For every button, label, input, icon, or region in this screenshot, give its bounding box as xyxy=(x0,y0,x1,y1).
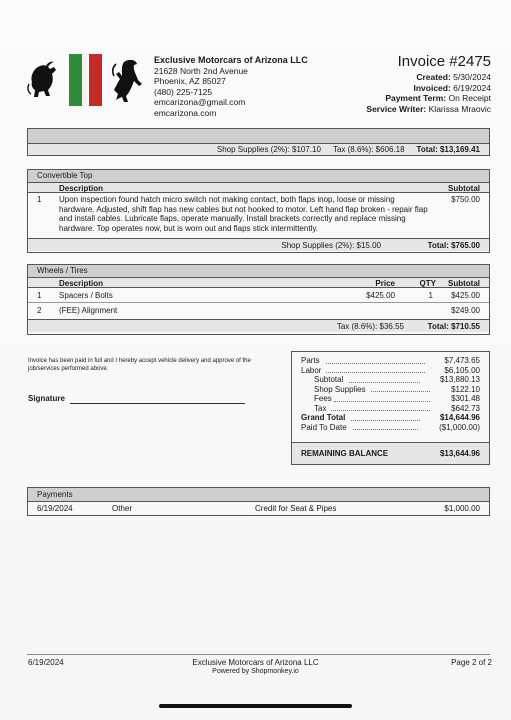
footer-date: 6/19/2024 xyxy=(28,658,64,667)
row-description: Upon inspection found hatch micro switch not making contact, both flaps inop, loose or missing hardware. Adjusted, shift flap has new cables but not hooked to motor. Left hand flap broken - repair flap and install cables. Lubricate flaps, operate manually. Install brackets correctly and replace missing hardware. Top operates now, but is worn out and flaps stick intermittently. xyxy=(59,195,428,233)
summary-totals-bar xyxy=(27,143,490,156)
company-phone: (480) 225-7125 xyxy=(154,86,213,97)
row-number: 2 xyxy=(37,306,42,315)
remaining-value: $13,644.96 xyxy=(439,449,480,458)
row-description: Spacers / Bolts xyxy=(59,291,113,300)
row-description: (FEE) Alignment xyxy=(59,306,118,315)
paid-label: Paid To Date xyxy=(301,422,347,432)
totals-fees xyxy=(301,394,480,404)
dot-leader xyxy=(371,391,430,392)
table-row xyxy=(28,502,489,516)
dot-leader xyxy=(353,429,418,430)
dot-leader xyxy=(331,410,430,411)
wheels-tires-header xyxy=(28,277,489,288)
page-footer-rule xyxy=(27,654,490,655)
acceptance-notice: Invoice has been paid in full and I hereby accept vehicle delivery and approve of the job/services performed above. xyxy=(28,358,251,372)
footer-company: Exclusive Motorcars of Arizona LLC xyxy=(192,658,319,667)
footer-powered-by: Powered by Shopmonkey.io xyxy=(212,668,299,675)
summary-shop-supplies: Shop Supplies (2%): $107.10 xyxy=(216,145,321,154)
dot-leader xyxy=(334,401,430,402)
invoiced-label: Invoiced: xyxy=(413,82,451,93)
row-number: 1 xyxy=(37,291,42,300)
paid-value: ($1,000.00) xyxy=(439,422,480,432)
dot-leader xyxy=(326,372,425,373)
company-name: Exclusive Motorcars of Arizona LLC xyxy=(154,55,308,65)
fees-value: $301.48 xyxy=(451,394,480,403)
term-label: Payment Term: xyxy=(385,93,447,103)
footer-page-number: Page 2 of 2 xyxy=(451,658,492,667)
table-row xyxy=(28,303,489,319)
col-price: Price xyxy=(375,279,395,288)
subtotal-label: Subtotal xyxy=(314,375,344,384)
grand-total-value: $14,644.96 xyxy=(439,413,480,422)
invoice-payment-term xyxy=(366,93,491,104)
col-description: Description xyxy=(59,184,104,193)
col-qty: QTY xyxy=(419,279,436,288)
convertible-top-title: Convertible Top xyxy=(28,170,489,182)
labor-label: Labor xyxy=(301,365,322,375)
company-info xyxy=(154,55,308,118)
totals-paid-to-date xyxy=(301,423,480,433)
supplies-label: Shop Supplies xyxy=(314,384,366,394)
dot-leader xyxy=(349,382,420,383)
payment-date: 6/19/2024 xyxy=(37,504,73,513)
wheels-tires-footer xyxy=(28,319,489,332)
section-total: Total: $765.00 xyxy=(427,241,480,250)
invoice-service-writer xyxy=(366,104,491,115)
prancing-horse-logo-icon xyxy=(113,60,142,102)
home-indicator[interactable] xyxy=(159,704,352,708)
grand-total-label: Grand Total xyxy=(301,413,346,422)
summary-header-bar xyxy=(27,128,490,144)
convertible-top-section xyxy=(27,169,490,253)
summary-tax: Tax (8.6%): $606.18 xyxy=(332,145,405,154)
company-address-line2: Phoenix, AZ 85027 xyxy=(154,76,226,86)
convertible-top-footer xyxy=(28,238,489,251)
company-email: emcarizona@gmail.com xyxy=(154,97,246,107)
company-website: emcarizona.com xyxy=(154,107,217,118)
table-row xyxy=(28,288,489,303)
totals-shop-supplies xyxy=(301,385,480,395)
dot-leader xyxy=(351,420,420,421)
payments-section xyxy=(27,487,490,516)
wheels-tires-section xyxy=(27,264,490,335)
logo-area xyxy=(26,54,148,106)
totals-box xyxy=(291,351,490,465)
subtotal-value: $13,880.13 xyxy=(439,375,480,384)
writer-label: Service Writer: xyxy=(366,103,427,114)
payment-note: Credit for Seat & Pipes xyxy=(255,504,337,513)
totals-tax xyxy=(301,404,480,414)
parts-value: $7,473.65 xyxy=(444,356,480,365)
italian-flag-icon xyxy=(69,54,102,106)
col-subtotal: Subtotal xyxy=(448,184,480,193)
totals-grand-total xyxy=(301,413,480,423)
payment-amount: $1,000.00 xyxy=(444,504,480,513)
row-subtotal: $425.00 xyxy=(451,291,480,300)
remaining-label: REMAINING BALANCE xyxy=(301,449,389,458)
writer-value: Klarissa Mraovic xyxy=(428,103,491,114)
payment-method: Other xyxy=(112,504,133,513)
created-label: Created: xyxy=(416,72,451,82)
parts-label: Parts xyxy=(301,356,320,365)
invoice-title: Invoice #2475 xyxy=(397,53,491,70)
fees-label: Fees xyxy=(314,394,332,403)
tax-label: Tax xyxy=(314,403,327,413)
supplies-value: $122.10 xyxy=(451,384,480,394)
summary-total: Total: $13,169.41 xyxy=(416,145,480,154)
created-value: 5/30/2024 xyxy=(453,72,491,82)
section-shop-supplies: Shop Supplies (2%): $15.00 xyxy=(281,241,381,250)
bull-logo-icon xyxy=(28,62,56,97)
wheels-tires-title: Wheels / Tires xyxy=(28,265,489,277)
convertible-top-header xyxy=(28,182,489,193)
invoiced-value: 6/19/2024 xyxy=(453,82,491,93)
labor-value: $6,105.00 xyxy=(444,365,480,375)
section-tax: Tax (8.6%): $36.55 xyxy=(336,322,404,331)
row-number: 1 xyxy=(37,195,42,204)
invoice-meta xyxy=(366,53,491,114)
company-address-line1: 21628 North 2nd Avenue xyxy=(154,65,248,76)
remaining-balance-bar xyxy=(292,442,489,464)
col-description: Description xyxy=(59,279,104,288)
row-subtotal: $750.00 xyxy=(451,195,480,204)
logo-svg xyxy=(26,54,148,106)
payments-title: Payments xyxy=(28,488,489,502)
totals-labor xyxy=(301,366,480,376)
row-price: $425.00 xyxy=(366,291,395,300)
term-value: On Receipt xyxy=(448,93,491,103)
row-subtotal: $249.00 xyxy=(451,306,480,315)
invoice-invoiced xyxy=(366,83,491,94)
invoice-created xyxy=(366,72,491,83)
table-row xyxy=(28,193,489,238)
tax-value: $642.73 xyxy=(451,403,480,413)
totals-subtotal xyxy=(301,375,480,385)
signature-label: Signature xyxy=(28,394,65,403)
section-total: Total: $710.55 xyxy=(427,322,480,331)
row-qty: 1 xyxy=(428,291,433,300)
dot-leader xyxy=(326,363,425,364)
col-subtotal: Subtotal xyxy=(448,279,480,288)
signature-line[interactable] xyxy=(70,403,245,404)
totals-parts xyxy=(301,356,480,366)
